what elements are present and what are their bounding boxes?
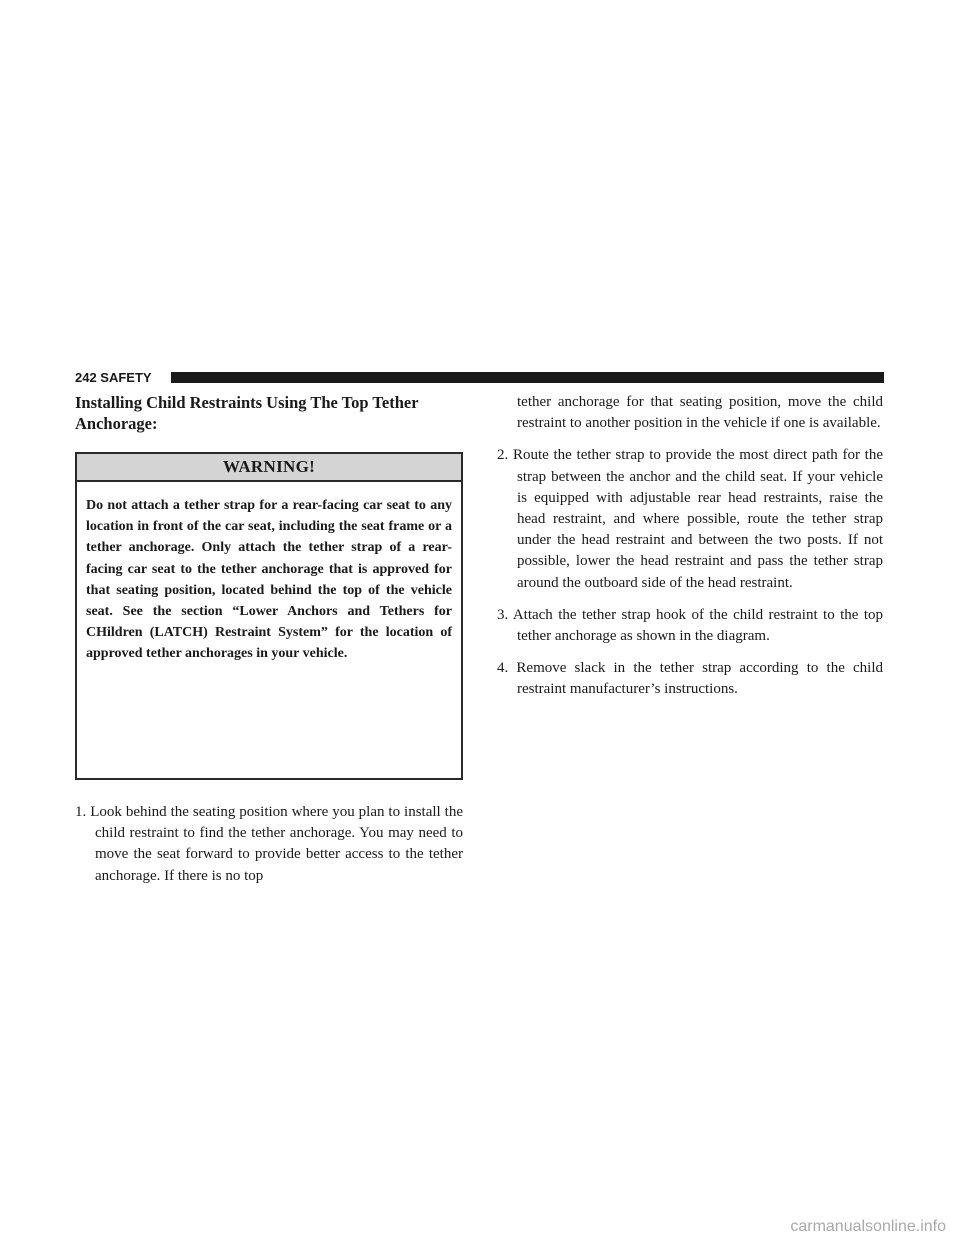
left-column xyxy=(75,392,463,898)
step-4: 4. Remove slack in the tether strap according to the child restraint manufacturer’s instructions. xyxy=(497,660,883,698)
warning-title: WARNING! xyxy=(77,454,461,482)
right-column xyxy=(497,392,883,712)
section-heading: Installing Child Restraints Using The Top Tether Anchorage: xyxy=(75,393,419,433)
step-1: 1. Look behind the seating position where you plan to install the child restraint to find the tether anchorage. You may need to move the seat forward to provide better access to the tether anchorage. If there is no top xyxy=(75,804,463,884)
page-number-section: 242 SAFETY xyxy=(75,370,152,385)
step-2: 2. Route the tether strap to provide the most direct path for the strap between the anchor and the child seat. If your vehicle is equipped with adjustable rear head restraints, raise the head restraint, and where possible, route the tether strap under the head restraint and between the two posts. If not possible, lower the head restraint and pass the tether strap around the outboard side of the head restraint. xyxy=(497,447,883,591)
step-3: 3. Attach the tether strap hook of the child restraint to the top tether anchorage as shown in the diagram. xyxy=(497,606,883,645)
watermark-text: carmanualsonline.info xyxy=(790,1218,946,1235)
header-rule xyxy=(171,372,884,383)
warning-text: Do not attach a tether strap for a rear-facing car seat to any location in front of the car seat, including the seat frame or a tether anchorage. Only attach the tether strap of a rear-facing car seat to the tether anchorage that is approved for that seating position, located behind the top of the vehicle seat. See the section “Lower Anchors and Tethers for CHildren (LATCH) Restraint System” for the location of approved tether anchorages in your vehicle. xyxy=(86,498,452,662)
warning-box xyxy=(75,452,463,780)
step-1-continued: tether anchorage for that seating position, move the child restraint to another position in the vehicle if one is available. xyxy=(517,394,883,432)
page-header xyxy=(75,370,884,386)
